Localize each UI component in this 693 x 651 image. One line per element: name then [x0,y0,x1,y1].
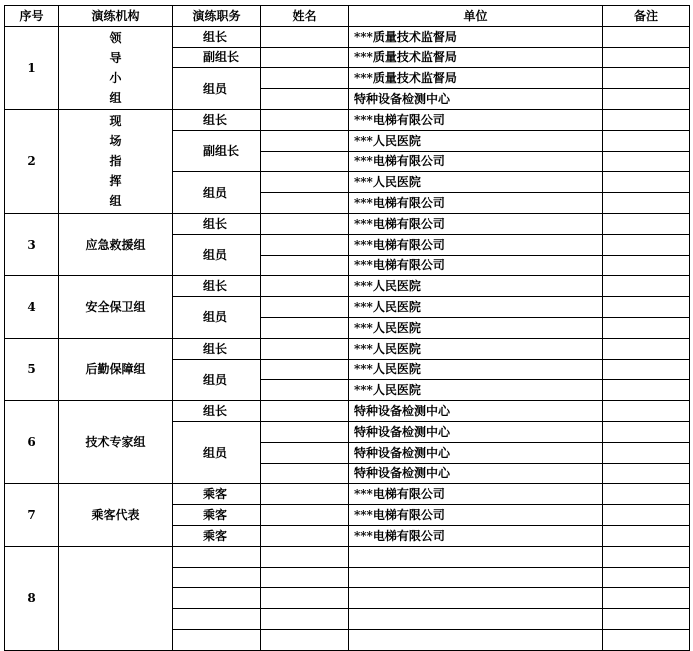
name-cell [261,193,349,214]
org-char: 挥 [109,174,122,189]
org-char: 领 [109,30,122,45]
group-seq: 7 [5,484,59,546]
role-cell: 乘客 [173,484,261,505]
unit-cell: 特种设备检测中心 [349,401,603,422]
table-row [5,213,690,234]
table-body [5,26,690,650]
note-cell [603,442,690,463]
name-cell [261,359,349,380]
group-seq: 8 [5,546,59,650]
note-cell [603,525,690,546]
role-cell: 组长 [173,213,261,234]
role-cell: 组员 [173,297,261,339]
group-seq: 4 [5,276,59,338]
unit-cell: ***人民医院 [349,276,603,297]
note-cell [603,421,690,442]
name-cell [261,130,349,151]
name-cell [261,276,349,297]
note-cell [603,317,690,338]
note-cell [603,505,690,526]
unit-cell [349,629,603,650]
header-name: 姓名 [261,6,349,27]
group-org-vertical [59,28,172,108]
name-cell [261,567,349,588]
unit-cell: ***质量技术监督局 [349,26,603,47]
role-cell [173,588,261,609]
name-cell [261,317,349,338]
name-cell [261,421,349,442]
org-char: 小 [109,70,122,85]
unit-cell: ***质量技术监督局 [349,47,603,68]
role-cell: 组员 [173,234,261,276]
name-cell [261,109,349,130]
org-char: 现 [109,114,122,129]
note-cell [603,172,690,193]
group-org: 后勤保障组 [59,338,173,400]
group-seq: 1 [5,26,59,109]
header-unit: 单位 [349,6,603,27]
note-cell [603,567,690,588]
note-cell [603,213,690,234]
table-row [5,109,690,130]
unit-cell: ***电梯有限公司 [349,234,603,255]
name-cell [261,89,349,110]
unit-cell: ***电梯有限公司 [349,255,603,276]
name-cell [261,234,349,255]
note-cell [603,276,690,297]
unit-cell: ***电梯有限公司 [349,193,603,214]
name-cell [261,172,349,193]
name-cell [261,546,349,567]
role-cell: 组长 [173,109,261,130]
note-cell [603,463,690,484]
org-char: 组 [109,194,122,209]
unit-cell: ***人民医院 [349,359,603,380]
role-cell [173,629,261,650]
group-org: 乘客代表 [59,484,173,546]
unit-cell: ***人民医院 [349,130,603,151]
role-cell: 组员 [173,68,261,110]
note-cell [603,380,690,401]
name-cell [261,609,349,630]
unit-cell: ***电梯有限公司 [349,484,603,505]
unit-cell [349,609,603,630]
table-row [5,338,690,359]
header-row [5,6,690,27]
role-cell: 副组长 [173,130,261,172]
name-cell [261,26,349,47]
name-cell [261,505,349,526]
group-seq: 6 [5,401,59,484]
role-cell [173,609,261,630]
group-org [59,109,173,213]
unit-cell: ***人民医院 [349,317,603,338]
group-org-vertical [59,111,172,211]
note-cell [603,151,690,172]
role-cell: 组长 [173,276,261,297]
note-cell [603,193,690,214]
unit-cell: ***电梯有限公司 [349,151,603,172]
unit-cell: 特种设备检测中心 [349,442,603,463]
note-cell [603,47,690,68]
unit-cell: 特种设备检测中心 [349,89,603,110]
header-note: 备注 [603,6,690,27]
note-cell [603,297,690,318]
name-cell [261,484,349,505]
role-cell [173,567,261,588]
role-cell: 组长 [173,401,261,422]
unit-cell [349,567,603,588]
role-cell: 组长 [173,26,261,47]
name-cell [261,629,349,650]
personnel-table [4,5,690,651]
note-cell [603,359,690,380]
note-cell [603,89,690,110]
table-row [5,546,690,567]
name-cell [261,255,349,276]
name-cell [261,463,349,484]
note-cell [603,109,690,130]
name-cell [261,338,349,359]
org-char: 导 [109,50,122,65]
role-cell: 副组长 [173,47,261,68]
name-cell [261,213,349,234]
group-seq: 5 [5,338,59,400]
unit-cell: ***电梯有限公司 [349,213,603,234]
unit-cell: ***人民医院 [349,172,603,193]
unit-cell: ***人民医院 [349,297,603,318]
group-org [59,546,173,650]
name-cell [261,47,349,68]
note-cell [603,401,690,422]
note-cell [603,609,690,630]
role-cell: 组员 [173,172,261,214]
note-cell [603,546,690,567]
note-cell [603,255,690,276]
unit-cell: 特种设备检测中心 [349,421,603,442]
note-cell [603,234,690,255]
group-org [59,26,173,109]
unit-cell: ***电梯有限公司 [349,505,603,526]
role-cell: 乘客 [173,505,261,526]
group-seq: 2 [5,109,59,213]
note-cell [603,588,690,609]
note-cell [603,26,690,47]
unit-cell: ***电梯有限公司 [349,525,603,546]
name-cell [261,151,349,172]
unit-cell: ***人民医院 [349,380,603,401]
note-cell [603,130,690,151]
header-role: 演练职务 [173,6,261,27]
name-cell [261,68,349,89]
name-cell [261,380,349,401]
table-row [5,276,690,297]
note-cell [603,629,690,650]
group-org: 安全保卫组 [59,276,173,338]
name-cell [261,525,349,546]
role-cell: 乘客 [173,525,261,546]
unit-cell: ***电梯有限公司 [349,109,603,130]
role-cell [173,546,261,567]
note-cell [603,338,690,359]
org-char: 指 [109,154,122,169]
unit-cell [349,546,603,567]
note-cell [603,484,690,505]
org-char: 场 [109,134,122,149]
role-cell: 组员 [173,359,261,401]
table-row [5,484,690,505]
unit-cell: 特种设备检测中心 [349,463,603,484]
group-seq: 3 [5,213,59,275]
header-org: 演练机构 [59,6,173,27]
header-seq: 序号 [5,6,59,27]
role-cell: 组长 [173,338,261,359]
org-char: 组 [109,90,122,105]
table-row [5,401,690,422]
unit-cell [349,588,603,609]
unit-cell: ***质量技术监督局 [349,68,603,89]
note-cell [603,68,690,89]
name-cell [261,588,349,609]
group-org: 技术专家组 [59,401,173,484]
table-row [5,26,690,47]
role-cell: 组员 [173,421,261,483]
name-cell [261,442,349,463]
group-org: 应急救援组 [59,213,173,275]
name-cell [261,297,349,318]
name-cell [261,401,349,422]
unit-cell: ***人民医院 [349,338,603,359]
